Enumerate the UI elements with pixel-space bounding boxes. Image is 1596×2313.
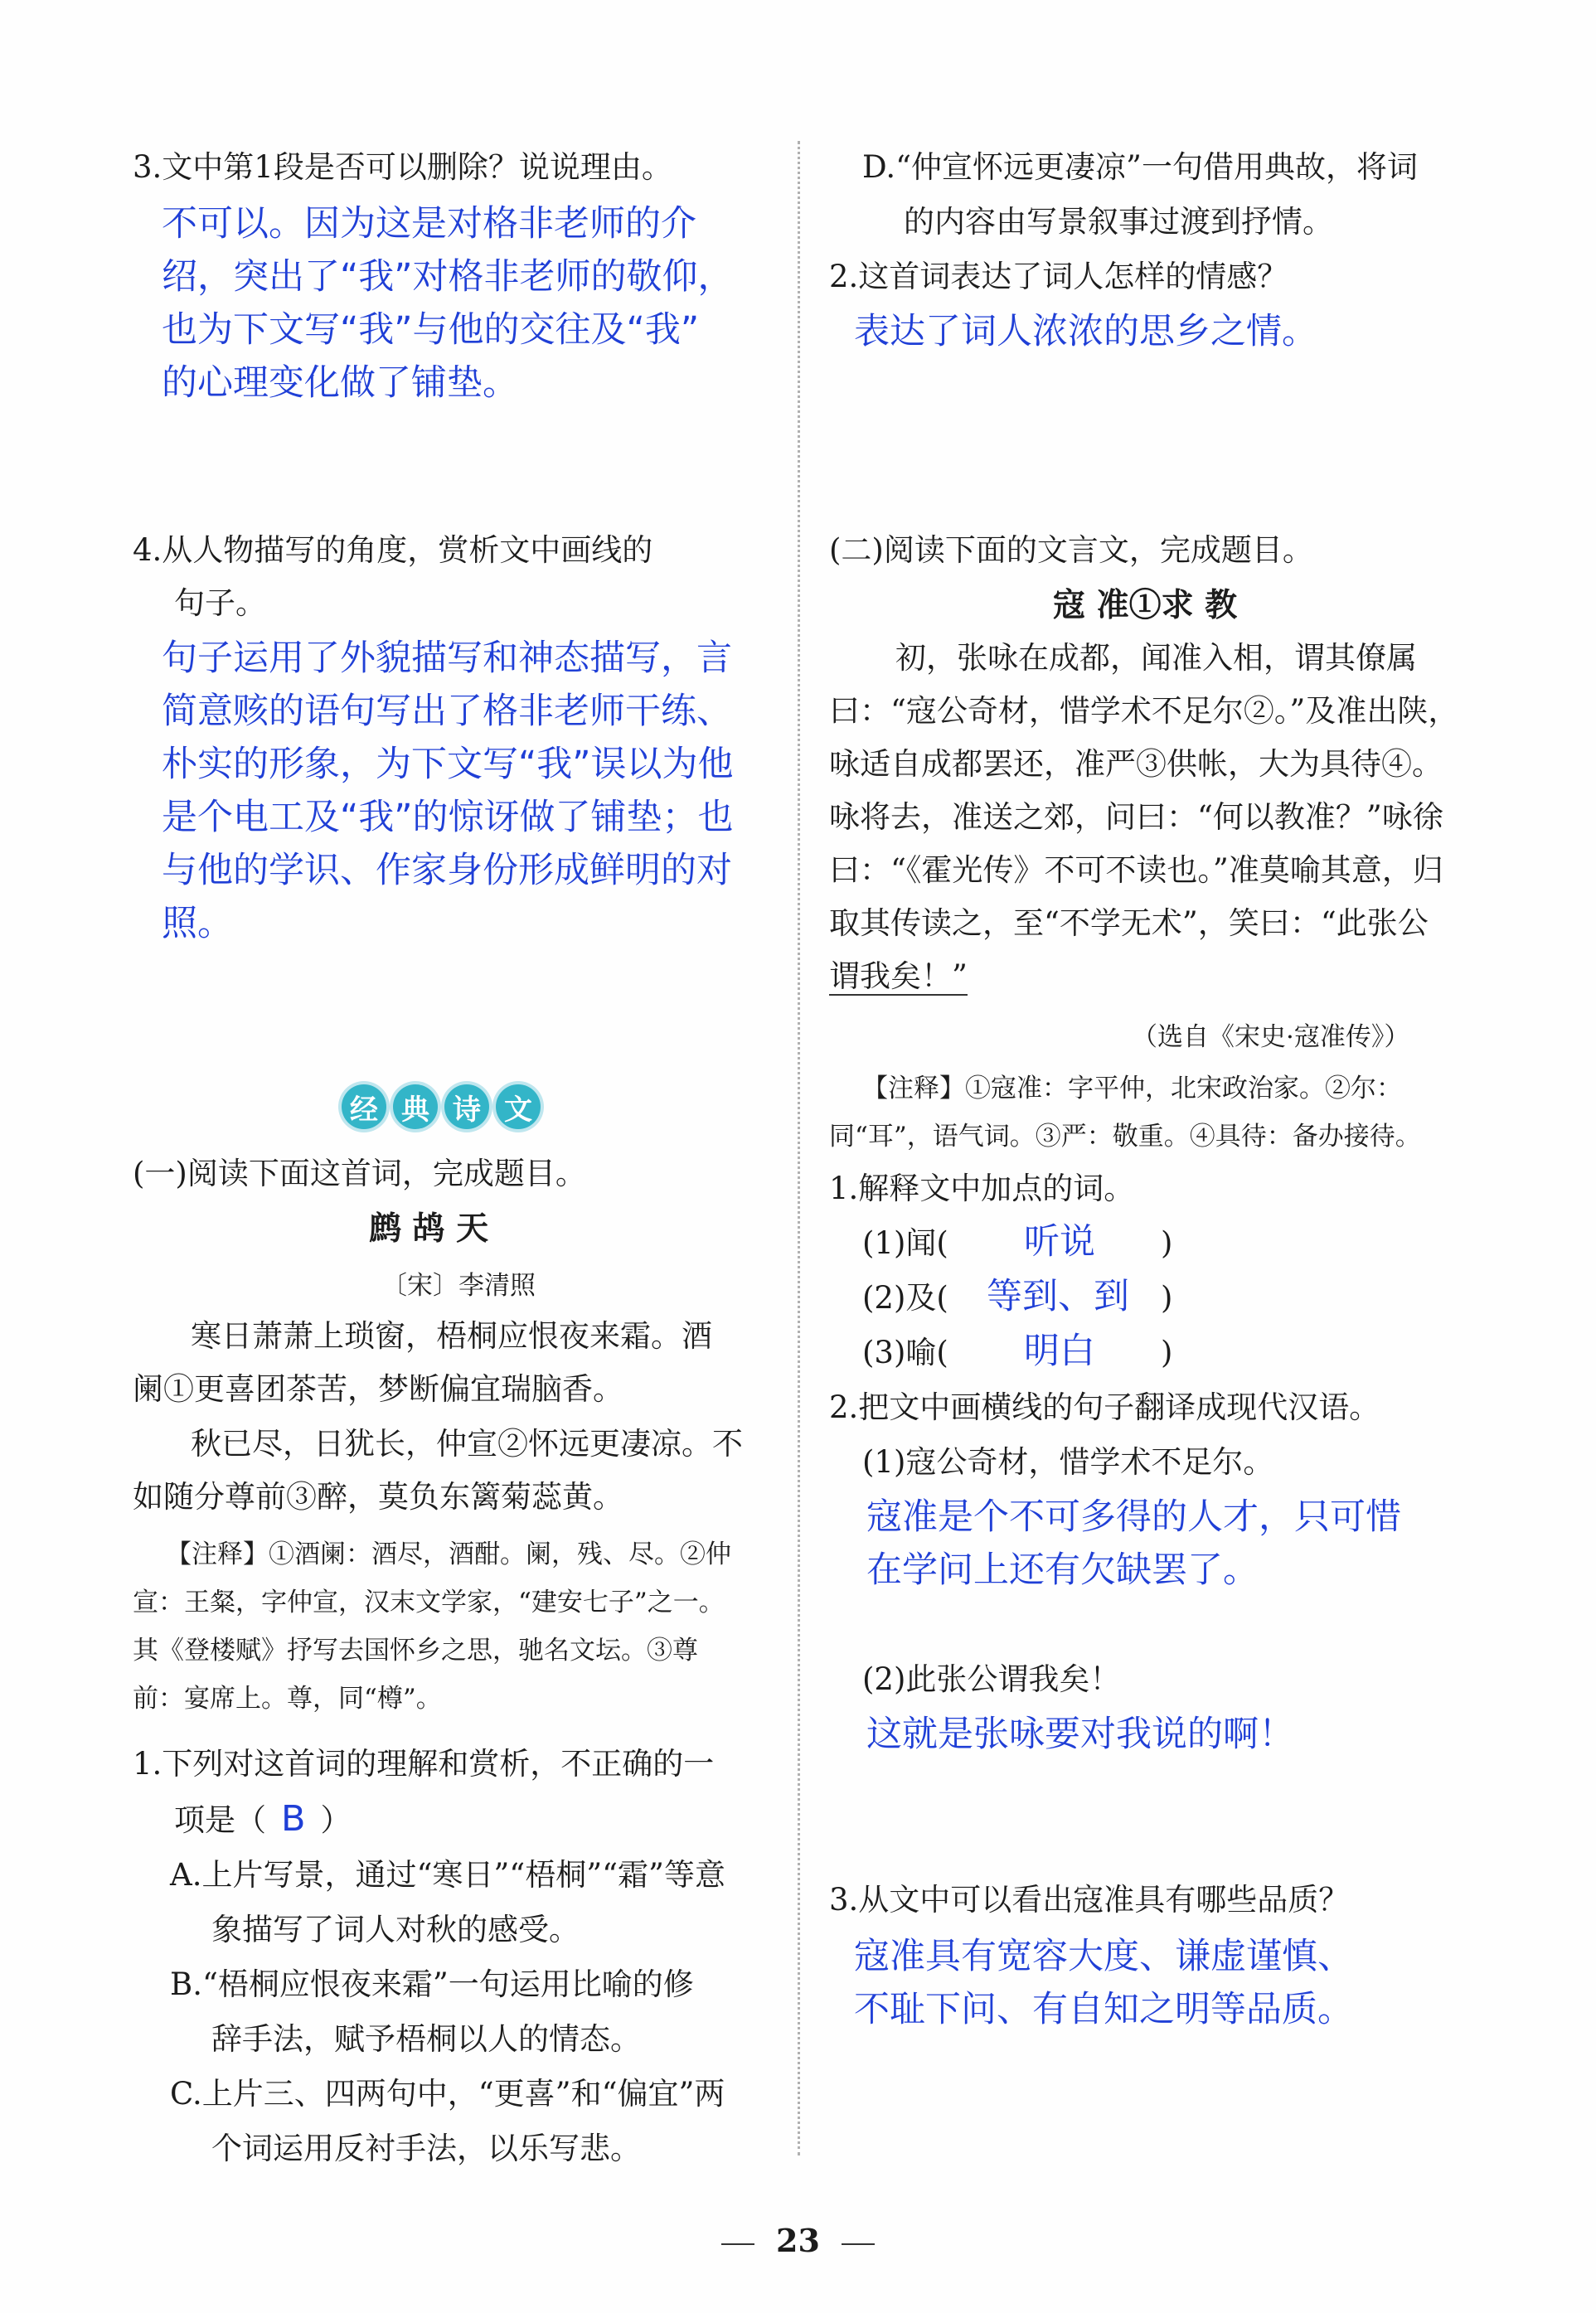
text-note: 同“耳”，语气词。③严：敬重。④具待：备办接待。 xyxy=(829,1122,1421,1152)
q1-item-label: (3)喻( xyxy=(862,1335,948,1370)
q1-item-label: (1)闻( xyxy=(862,1225,948,1261)
poem-line: 阑①更喜团茶苦，梦断偏宜瑞脑香。 xyxy=(133,1371,623,1407)
poem-note: 【注释】①酒阑：酒尽，酒酣。阑，残、尽。②仲 xyxy=(166,1540,731,1569)
poem-note: 其《登楼赋》抒写去国怀乡之思，驰名文坛。③尊 xyxy=(133,1636,698,1666)
poem-note: 前：宴席上。尊，同“樽”。 xyxy=(133,1684,442,1714)
part-2-intro: (二)阅读下面的文言文，完成题目。 xyxy=(829,532,1313,568)
q1-item-answer: 明白 xyxy=(1024,1331,1095,1372)
mc-question-1-stem: 项是（ B ） xyxy=(174,1798,352,1840)
poem-title: 鹧 鸪 天 xyxy=(369,1210,489,1248)
poem-line: 寒日萧萧上琐窗，梧桐应恨夜来霜。酒 xyxy=(191,1318,712,1354)
question-4-answer-line: 与他的学识、作家身份形成鲜明的对 xyxy=(162,850,732,891)
badge-char: 诗 xyxy=(444,1084,489,1129)
q1-item-close: ) xyxy=(1161,1335,1173,1370)
q1-item-answer: 等到、到 xyxy=(987,1276,1129,1317)
mc-answer: B xyxy=(281,1798,306,1840)
question-3r-answer: 不耻下问、有自知之明等品质。 xyxy=(854,1989,1353,2030)
text-source: （选自《宋史·寇准传》） xyxy=(1132,1022,1410,1052)
option-d: D.“仲宣怀远更凄凉”一句借用典故，将词 xyxy=(862,149,1418,185)
question-4-answer-line: 是个电工及“我”的惊讶做了铺垫；也 xyxy=(162,797,734,838)
question-4-answer-line: 简意赅的语句写出了格非老师干练、 xyxy=(162,691,732,732)
text-line: 初，张咏在成都，闻准入相，谓其僚属 xyxy=(895,640,1417,676)
part-1-intro: (一)阅读下面这首词，完成题目。 xyxy=(133,1156,586,1191)
text-line: 咏将去，准送之郊，问曰：“何以教准？”咏徐 xyxy=(829,799,1443,835)
question-3-answer-line: 不可以。因为这是对格非老师的介 xyxy=(162,203,696,245)
question-2b-prompt: 2.把文中画横线的句子翻译成现代汉语。 xyxy=(829,1389,1380,1425)
question-3-answer-line: 绍，突出了“我”对格非老师的敬仰， xyxy=(162,256,734,298)
option-a-cont: 象描写了词人对秋的感受。 xyxy=(211,1912,580,1947)
mc-question-1-prompt: 1.下列对这首词的理解和赏析，不正确的一 xyxy=(133,1746,715,1782)
question-4-answer-line: 照。 xyxy=(162,903,233,944)
question-2b-answer1: 寇准是个不可多得的人才，只可惜 xyxy=(866,1496,1401,1538)
text-title: 寇 准①求 教 xyxy=(1053,586,1238,624)
badge-char: 典 xyxy=(393,1084,438,1129)
text-line: 谓我矣！” xyxy=(829,958,968,994)
question-2b-answer1: 在学问上还有欠缺罢了。 xyxy=(866,1549,1259,1591)
option-c-cont: 个词运用反衬手法，以乐写悲。 xyxy=(211,2131,641,2166)
question-3-answer-line: 的心理变化做了铺垫。 xyxy=(162,362,518,404)
question-4-answer-line: 句子运用了外貌描写和神态描写，言 xyxy=(162,638,732,679)
question-1-prompt: 1.解释文中加点的词。 xyxy=(829,1171,1135,1206)
question-2-prompt: 2.这首词表达了词人怎样的情感？ xyxy=(829,259,1288,294)
question-2-answer: 表达了词人浓浓的思乡之情。 xyxy=(854,311,1317,352)
q1-item-label: (2)及( xyxy=(862,1280,948,1316)
poem-note: 宣：王粲，字仲宣，汉末文学家，“建安七子”之一。 xyxy=(133,1588,725,1617)
question-3-answer-line: 也为下文写“我”与他的交往及“我” xyxy=(162,309,700,351)
question-2b-sub2: (2)此张公谓我矣！ xyxy=(862,1661,1121,1697)
option-c: C.上片三、四两句中，“更喜”和“偏宜”两 xyxy=(170,2076,725,2112)
q1-item-close: ) xyxy=(1161,1225,1173,1261)
text-line: 取其传读之，至“不学无术”，笑曰：“此张公 xyxy=(829,905,1429,941)
option-a: A.上片写景，通过“寒日”“梧桐”“霜”等意 xyxy=(170,1857,725,1893)
text-note: 【注释】①寇准：字平仲，北宋政治家。②尔： xyxy=(862,1074,1402,1103)
q1-item-close: ) xyxy=(1161,1280,1173,1316)
question-2b-answer2: 这就是张咏要对我说的啊！ xyxy=(866,1714,1294,1755)
q1-item-answer: 听说 xyxy=(1024,1221,1095,1263)
poem-line: 如随分尊前③醉，莫负东篱菊蕊黄。 xyxy=(133,1479,623,1515)
text-line: 咏适自成都罢还，准严③供帐，大为具待④。 xyxy=(829,746,1443,782)
column-divider xyxy=(798,141,800,2155)
option-d-cont: 的内容由写景叙事过渡到抒情。 xyxy=(904,204,1333,240)
question-4-answer-line: 朴实的形象，为下文写“我”误以为他 xyxy=(162,744,734,785)
question-2b-sub1: (1)寇公奇材，惜学术不足尔。 xyxy=(862,1444,1274,1480)
question-4-prompt: 4.从人物描写的角度，赏析文中画线的 xyxy=(133,532,653,568)
question-3r-answer: 寇准具有宽容大度、谦虚谨慎、 xyxy=(854,1936,1353,1977)
question-3-prompt: 3.文中第1段是否可以删除？说说理由。 xyxy=(133,149,672,185)
poem-author: 〔宋〕李清照 xyxy=(381,1271,536,1301)
page-number: 23 xyxy=(0,2222,1596,2259)
option-b: B.“梧桐应恨夜来霜”一句运用比喻的修 xyxy=(170,1966,694,2002)
section-badge xyxy=(342,1084,541,1129)
question-4-prompt: 句子。 xyxy=(174,585,266,621)
badge-char: 文 xyxy=(496,1084,541,1129)
question-3r-prompt: 3.从文中可以看出寇准具有哪些品质？ xyxy=(829,1882,1350,1918)
text-line: 曰：“寇公奇材，惜学术不足尔②。”及准出陕， xyxy=(829,693,1459,729)
option-b-cont: 辞手法，赋予梧桐以人的情态。 xyxy=(211,2021,641,2057)
poem-line: 秋已尽，日犹长，仲宣②怀远更凄凉。不 xyxy=(191,1426,743,1462)
badge-char: 经 xyxy=(342,1084,386,1129)
text-line: 曰：“《霍光传》不可不读也。”准莫喻其意，归 xyxy=(829,852,1443,888)
